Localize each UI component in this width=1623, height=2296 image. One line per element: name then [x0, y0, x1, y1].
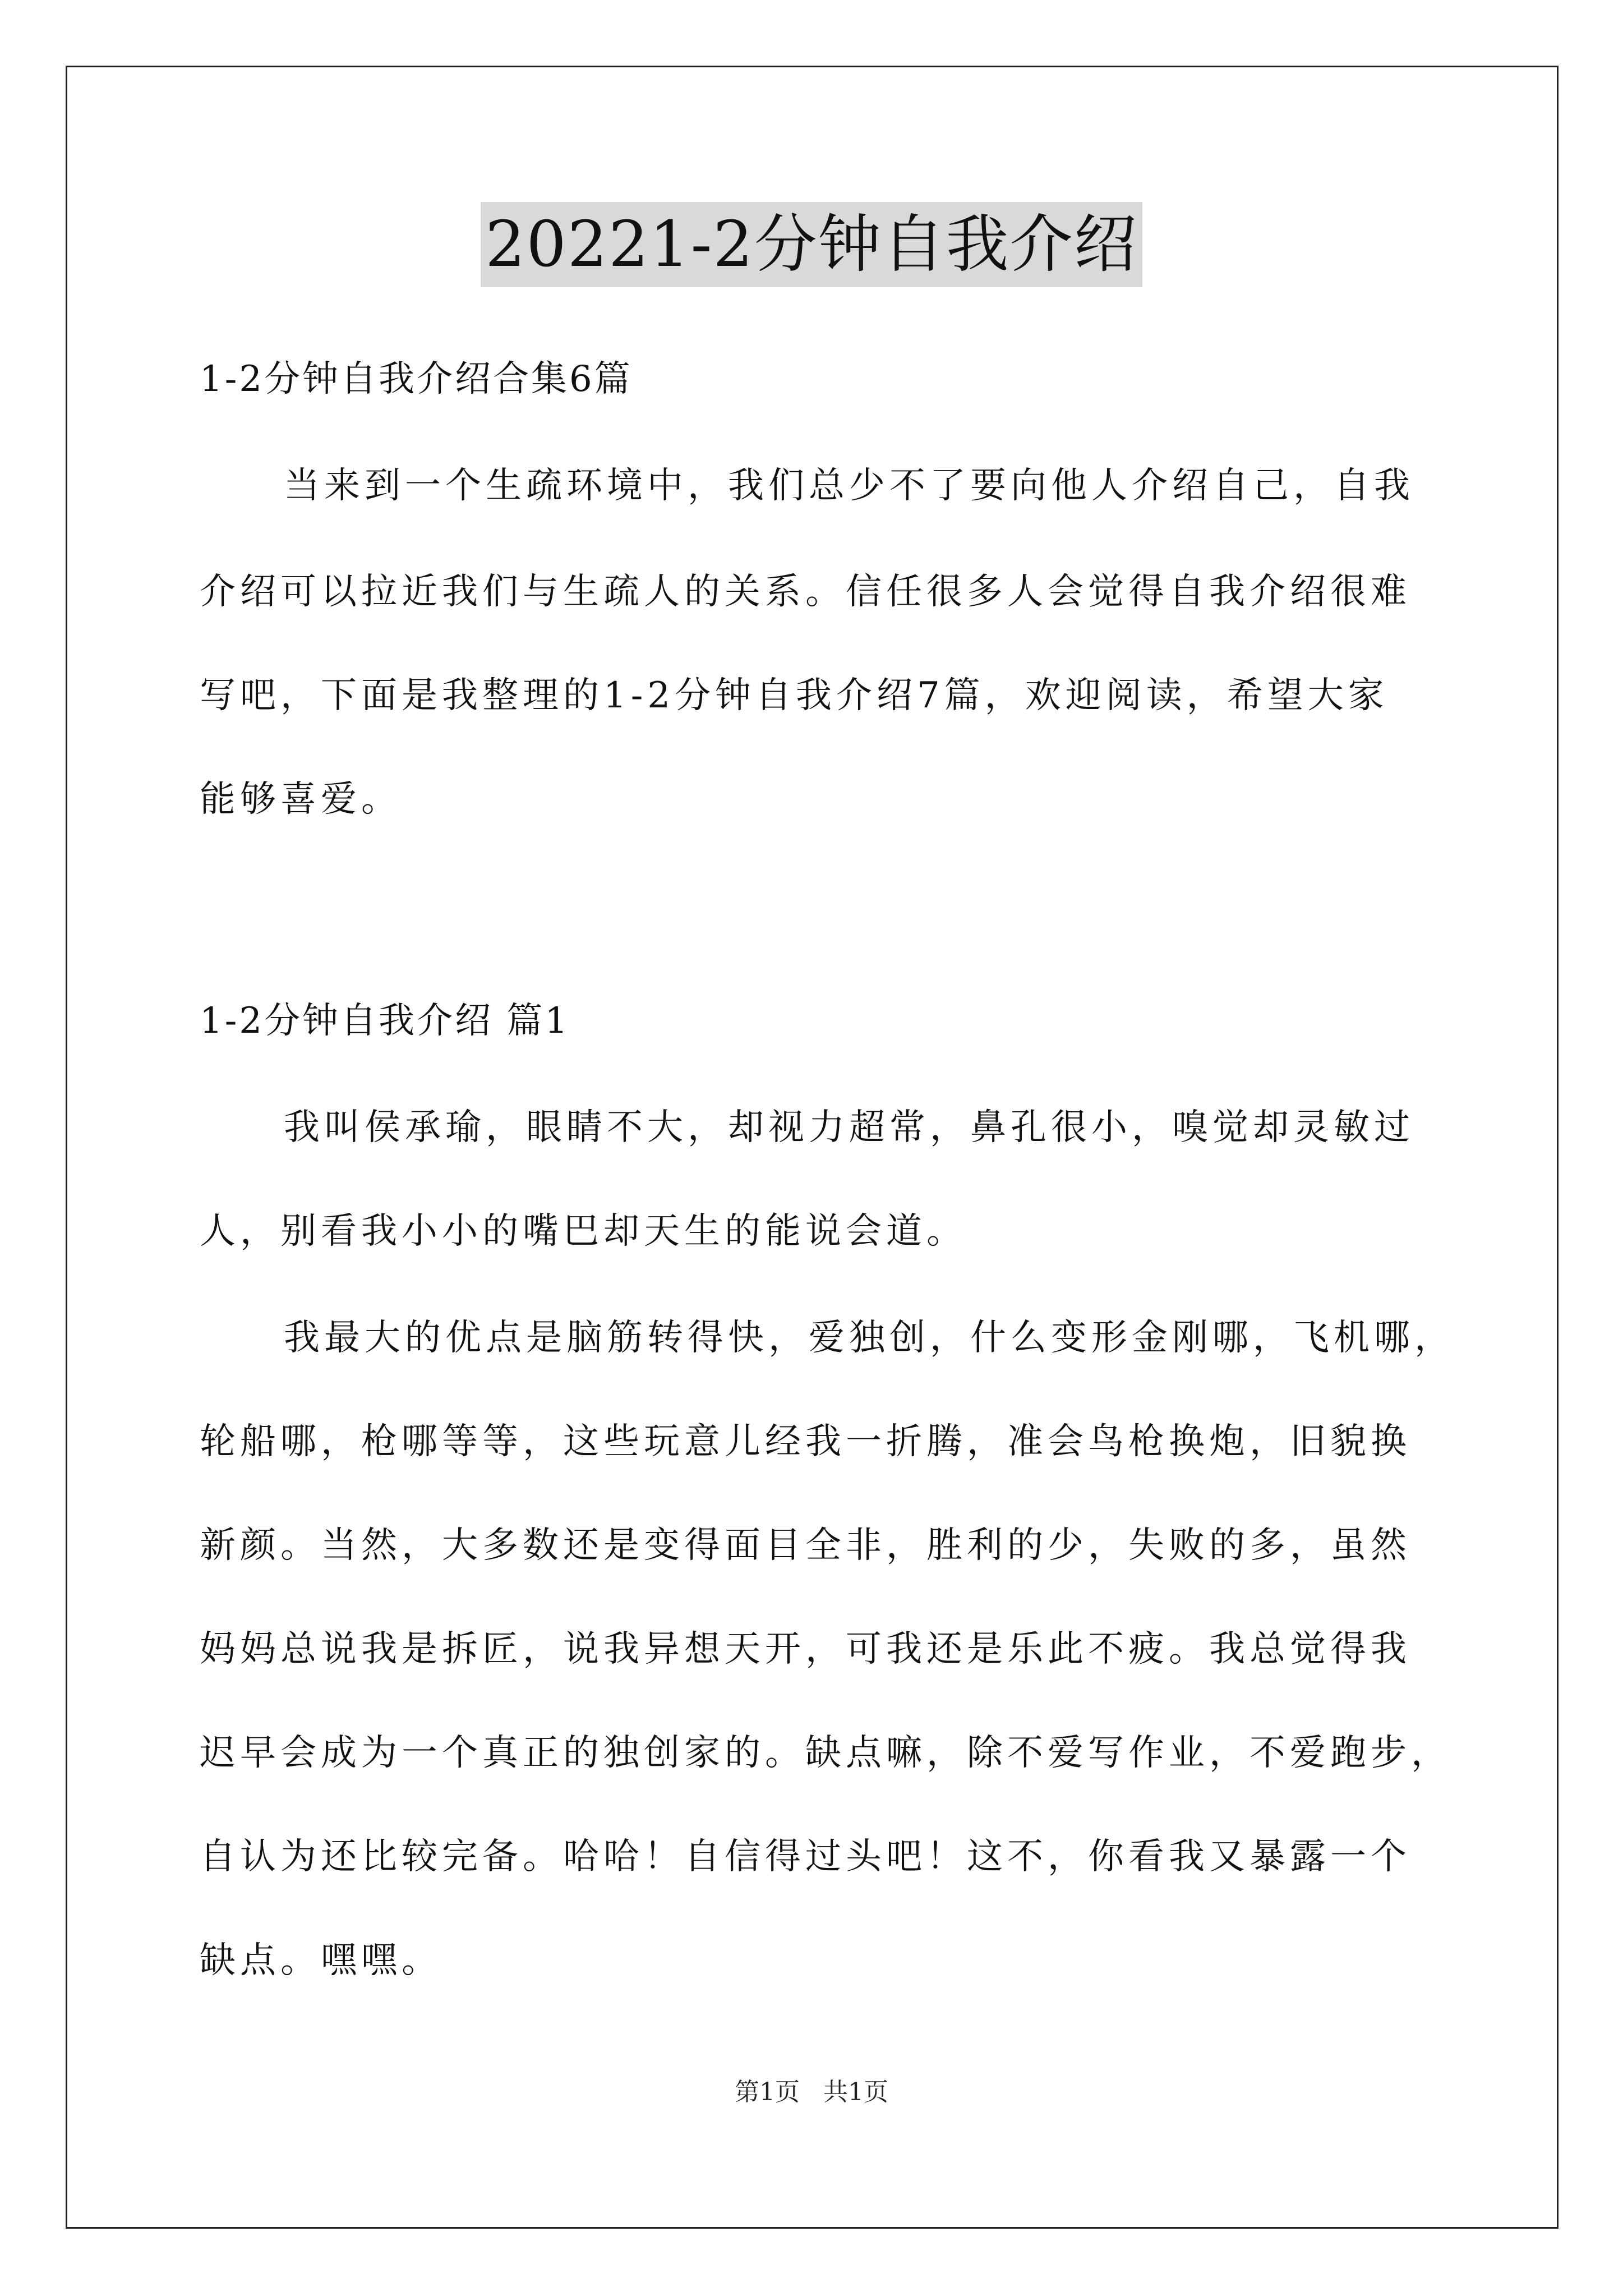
intro-line: 写吧，下面是我整理的1-2分钟自我介绍7篇，欢迎阅读，希望大家: [200, 675, 1389, 716]
page-footer: [0, 2076, 1623, 2109]
paragraph-line: 我叫侯承瑜，眼睛不大，却视力超常，鼻孔很小，嗅觉却灵敏过: [284, 1107, 1414, 1148]
section-heading: 1-2分钟自我介绍 篇1: [200, 1000, 570, 1042]
document-title: 20221-2分钟自我介绍: [481, 202, 1142, 287]
intro-line: 介绍可以拉近我们与生疏人的关系。信任很多人会觉得自我介绍很难: [200, 571, 1411, 613]
paragraph-line: 缺点。嘿嘿。: [200, 1940, 442, 1981]
paragraph-line: 自认为还比较完备。哈哈！自信得过头吧！这不，你看我又暴露一个: [200, 1836, 1411, 1878]
page-number: 第1页: [735, 2078, 800, 2106]
title-container: [0, 202, 1623, 287]
paragraph-line: 新颜。当然，大多数还是变得面目全非，胜利的少，失败的多，虽然: [200, 1525, 1411, 1566]
paragraph-line: 我最大的优点是脑筋转得快，爱独创，什么变形金刚哪，飞机哪，: [284, 1317, 1455, 1359]
page-total: 共1页: [823, 2078, 888, 2106]
intro-line: 能够喜爱。: [200, 779, 402, 820]
paragraph-line: 轮船哪，枪哪等等，这些玩意儿经我一折腾，准会鸟枪换炮，旧貌换: [200, 1421, 1411, 1462]
paragraph-line: 人，别看我小小的嘴巴却天生的能说会道。: [200, 1211, 967, 1252]
paragraph-line: 妈妈总说我是拆匠，说我异想天开，可我还是乐此不疲。我总觉得我: [200, 1628, 1411, 1670]
collection-heading: 1-2分钟自我介绍合集6篇: [200, 358, 633, 400]
intro-line: 当来到一个生疏环境中，我们总少不了要向他人介绍自己，自我: [284, 465, 1414, 507]
paragraph-line: 迟早会成为一个真正的独创家的。缺点嘛，除不爱写作业，不爱跑步，: [200, 1732, 1451, 1774]
